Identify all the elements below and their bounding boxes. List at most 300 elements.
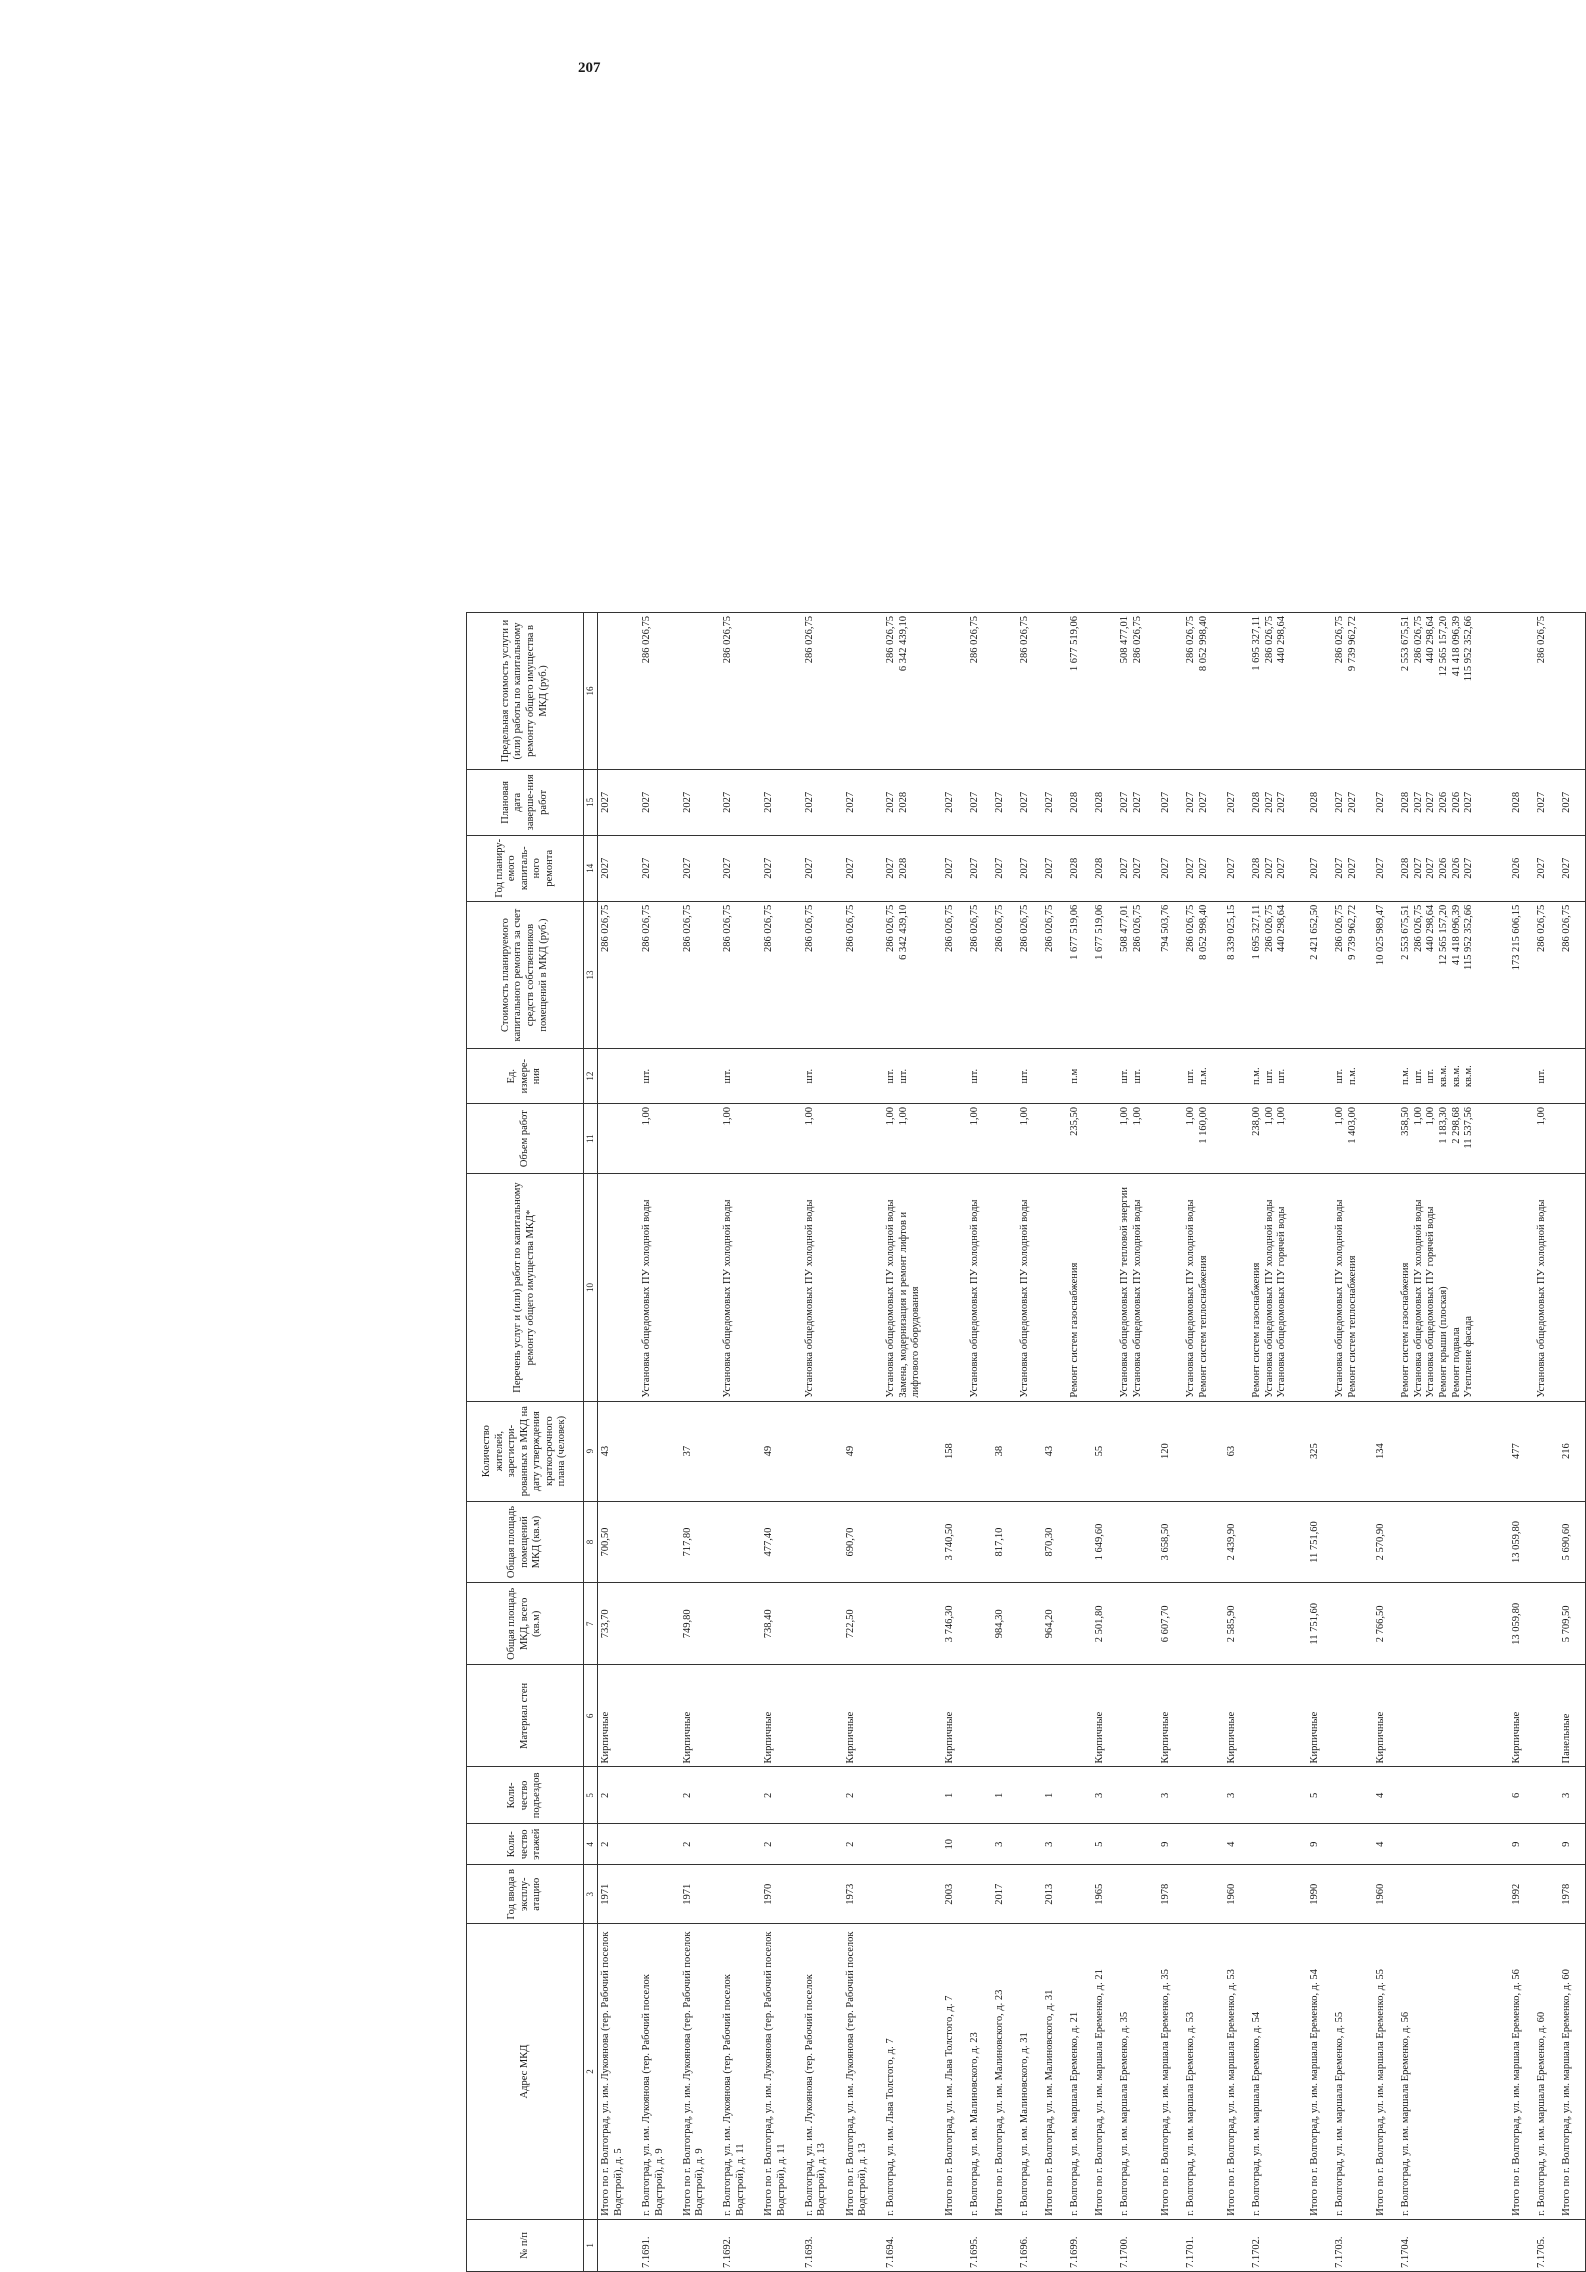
cell-col-1	[598, 2219, 639, 2271]
cell-col-1	[942, 2219, 967, 2271]
cell-col-12	[992, 1049, 1017, 1104]
cell-col-16	[598, 613, 639, 770]
cell-col-11	[598, 1103, 639, 1173]
cell-col-1: 7.1704.	[1398, 2219, 1509, 2271]
cell-col-5	[1117, 1767, 1158, 1824]
cell-col-7: 2 585,90	[1224, 1583, 1249, 1665]
table-row	[1249, 613, 1307, 2272]
cell-col-8	[1183, 1501, 1224, 1583]
table-row	[1509, 613, 1534, 2272]
cell-col-13: 1 695 327,11 286 026,75 440 298,64	[1249, 901, 1307, 1049]
cell-col-16: 1 695 327,11 286 026,75 440 298,64	[1249, 613, 1307, 770]
cell-col-10	[680, 1174, 721, 1401]
cell-col-7: 964,20	[1042, 1583, 1067, 1665]
cell-col-7	[1183, 1583, 1224, 1665]
cell-col-14: 2027	[1373, 835, 1398, 901]
cell-col-13: 794 503,76	[1158, 901, 1183, 1049]
table-row	[1117, 613, 1158, 2272]
cell-col-10: Установка общедомовых ПУ холодной воды	[720, 1174, 761, 1401]
cell-col-6	[967, 1665, 992, 1767]
cell-col-14: 2028 2027 2027	[1249, 835, 1307, 901]
cell-col-15: 2027	[1373, 769, 1398, 835]
cell-col-13: 2 553 675,51 286 026,75 440 298,64 12 565 157,20 41 418 096,39 115 952 352,66	[1398, 901, 1509, 1049]
cell-col-3: 1973	[843, 1865, 884, 1924]
table-row	[992, 613, 1017, 2272]
cell-col-13: 286 026,75	[761, 901, 802, 1049]
cell-col-15: 2027	[1017, 769, 1042, 835]
column-header: Общая площадь МКД, всего (кв.м)	[467, 1583, 584, 1665]
cell-col-9: 134	[1373, 1401, 1398, 1501]
cell-col-15: 2027	[639, 769, 680, 835]
cell-col-8	[1332, 1501, 1373, 1583]
cell-col-12	[1509, 1049, 1534, 1104]
cell-col-4: 2	[598, 1824, 639, 1865]
cell-col-14: 2027	[1224, 835, 1249, 901]
cell-col-5: 1	[1042, 1767, 1067, 1824]
cell-col-11	[1559, 1103, 1585, 1173]
cell-col-9: 120	[1158, 1401, 1183, 1501]
cell-col-14: 2027	[761, 835, 802, 901]
cell-col-14: 2027	[1017, 835, 1042, 901]
cell-col-2: г. Волгоград, ул. им. Лукоянова (тер. Рабочий поселок Водстрой), д. 13	[802, 1924, 843, 2219]
cell-col-11	[1158, 1103, 1183, 1173]
cell-col-4: 2	[843, 1824, 884, 1865]
cell-col-11	[843, 1103, 884, 1173]
column-header: Коли-чество подъездов	[467, 1767, 584, 1824]
cell-col-13: 286 026,75	[1559, 901, 1585, 1049]
cell-col-14: 2027	[992, 835, 1017, 901]
cell-col-1: 7.1700.	[1117, 2219, 1158, 2271]
cell-col-13: 286 026,75 8 052 998,40	[1183, 901, 1224, 1049]
cell-col-15: 2027	[1559, 769, 1585, 835]
cell-col-7: 2 766,50	[1373, 1583, 1398, 1665]
cell-col-7	[1332, 1583, 1373, 1665]
cell-col-15: 2027	[1224, 769, 1249, 835]
cell-col-6	[992, 1665, 1017, 1767]
cell-col-11: 235,50	[1067, 1103, 1092, 1173]
cell-col-15: 2027 2027	[1183, 769, 1224, 835]
cell-col-16	[942, 613, 967, 770]
cell-col-8: 817,10	[992, 1501, 1017, 1583]
cell-col-4	[1249, 1824, 1307, 1865]
cell-col-13: 286 026,75	[843, 901, 884, 1049]
cell-col-1	[1509, 2219, 1534, 2271]
cell-col-3: 2013	[1042, 1865, 1067, 1924]
cell-col-2: г. Волгоград, ул. им. маршала Еременко, д. 60	[1534, 1924, 1559, 2219]
column-header: Год планиру-емого капиталь-ного ремонта	[467, 835, 584, 901]
cell-col-9: 38	[992, 1401, 1017, 1501]
table-row	[967, 613, 992, 2272]
cell-col-12	[843, 1049, 884, 1104]
cell-col-16	[1559, 613, 1585, 770]
cell-col-14: 2027	[802, 835, 843, 901]
cell-col-16	[1092, 613, 1117, 770]
column-number: 6	[584, 1665, 598, 1767]
cell-col-14: 2028	[1092, 835, 1117, 901]
cell-col-7: 722,50	[843, 1583, 884, 1665]
cell-col-3: 2017	[992, 1865, 1017, 1924]
cell-col-9	[883, 1401, 941, 1501]
cell-col-16: 286 026,75	[1534, 613, 1559, 770]
cell-col-13: 173 215 606,15	[1509, 901, 1534, 1049]
cell-col-8	[802, 1501, 843, 1583]
cell-col-7	[1249, 1583, 1307, 1665]
cell-col-9	[1183, 1401, 1224, 1501]
column-header: Коли-чество этажей	[467, 1824, 584, 1865]
cell-col-11: 1,00	[639, 1103, 680, 1173]
cell-col-3: 1990	[1307, 1865, 1332, 1924]
cell-col-5	[1398, 1767, 1509, 1824]
table-row	[1092, 613, 1117, 2272]
cell-col-3	[883, 1865, 941, 1924]
cell-col-2: Итого по г. Волгоград, ул. им. маршала Еременко, д. 35	[1158, 1924, 1183, 2219]
column-number: 13	[584, 901, 598, 1049]
cell-col-9: 49	[843, 1401, 884, 1501]
cell-col-7	[1017, 1583, 1042, 1665]
column-header: Предельная стоимость услуги и (или) работы по капитальному ремонту общего имущества в МКД (руб.)	[467, 613, 584, 770]
cell-col-4: 5	[1092, 1824, 1117, 1865]
cell-col-5: 2	[843, 1767, 884, 1824]
cell-col-10: Установка общедомовых ПУ холодной воды Ремонт систем теплоснабжения	[1332, 1174, 1373, 1401]
cell-col-4: 9	[1307, 1824, 1332, 1865]
cell-col-14: 2027	[1158, 835, 1183, 901]
cell-col-1	[1373, 2219, 1398, 2271]
column-header: Ед. измере-ния	[467, 1049, 584, 1104]
cell-col-8	[1117, 1501, 1158, 1583]
cell-col-10	[1559, 1174, 1585, 1401]
cell-col-7: 733,70	[598, 1583, 639, 1665]
cell-col-10: Установка общедомовых ПУ холодной воды Ремонт систем теплоснабжения	[1183, 1174, 1224, 1401]
cell-col-7: 13 059,80	[1509, 1583, 1534, 1665]
cell-col-14: 2026	[1509, 835, 1534, 901]
cell-col-11: 1,00	[720, 1103, 761, 1173]
cell-col-3	[1249, 1865, 1307, 1924]
cell-col-1	[1559, 2219, 1585, 2271]
cell-col-8: 3 740,50	[942, 1501, 967, 1583]
cell-col-13: 286 026,75	[1534, 901, 1559, 1049]
cell-col-15: 2028 2027 2027 2026 2026 2027	[1398, 769, 1509, 835]
cell-col-2: Итого по г. Волгоград, ул. им. Лукоянова (тер. Рабочий поселок Водстрой), д. 11	[761, 1924, 802, 2219]
cell-col-16	[1373, 613, 1398, 770]
cell-col-5: 5	[1307, 1767, 1332, 1824]
cell-col-6: Кирпичные	[1092, 1665, 1117, 1767]
cell-col-8	[1398, 1501, 1509, 1583]
cell-col-1: 7.1702.	[1249, 2219, 1307, 2271]
cell-col-8: 1 649,60	[1092, 1501, 1117, 1583]
cell-col-11: 238,00 1,00 1,00	[1249, 1103, 1307, 1173]
cell-col-5: 3	[1092, 1767, 1117, 1824]
cell-col-5	[1067, 1767, 1092, 1824]
cell-col-7	[967, 1583, 992, 1665]
cell-col-16: 286 026,75	[720, 613, 761, 770]
cell-col-5	[883, 1767, 941, 1824]
cell-col-4	[883, 1824, 941, 1865]
cell-col-2: Итого по г. Волгоград, ул. им. Лукоянова (тер. Рабочий поселок Водстрой), д. 5	[598, 1924, 639, 2219]
cell-col-8	[967, 1501, 992, 1583]
table-row	[1534, 613, 1559, 2272]
cell-col-8	[639, 1501, 680, 1583]
cell-col-7	[883, 1583, 941, 1665]
cell-col-16	[843, 613, 884, 770]
cell-col-2: г. Волгоград, ул. им. Лукоянова (тер. Рабочий поселок Водстрой), д. 9	[639, 1924, 680, 2219]
cell-col-13: 286 026,75 9 739 962,72	[1332, 901, 1373, 1049]
cell-col-9: 158	[942, 1401, 967, 1501]
cell-col-9	[802, 1401, 843, 1501]
cell-col-14: 2028	[1067, 835, 1092, 901]
cell-col-6	[639, 1665, 680, 1767]
cell-col-11	[1092, 1103, 1117, 1173]
cell-col-3: 2003	[942, 1865, 967, 1924]
column-header: Адрес МКД	[467, 1924, 584, 2219]
cell-col-4	[1398, 1824, 1509, 1865]
table-row	[883, 613, 941, 2272]
cell-col-3	[1534, 1865, 1559, 1924]
cell-col-14: 2027	[967, 835, 992, 901]
cell-col-13: 2 421 652,50	[1307, 901, 1332, 1049]
rotated-page	[466, 612, 1586, 2272]
cell-col-4: 2	[680, 1824, 721, 1865]
cell-col-3: 1971	[680, 1865, 721, 1924]
cell-col-9	[967, 1401, 992, 1501]
cell-col-14: 2027	[1559, 835, 1585, 901]
cell-col-1: 7.1703.	[1332, 2219, 1373, 2271]
capital-repair-table	[466, 612, 1586, 2272]
cell-col-10: Установка общедомовых ПУ холодной воды	[1017, 1174, 1042, 1401]
cell-col-8: 13 059,80	[1509, 1501, 1534, 1583]
column-header: Год ввода в эксплу-атацию	[467, 1865, 584, 1924]
cell-col-6	[1117, 1665, 1158, 1767]
cell-col-16	[1509, 613, 1534, 770]
cell-col-9: 55	[1092, 1401, 1117, 1501]
cell-col-11	[1373, 1103, 1398, 1173]
cell-col-10: Установка общедомовых ПУ холодной воды	[1534, 1174, 1559, 1401]
cell-col-4	[1332, 1824, 1373, 1865]
cell-col-3: 1965	[1092, 1865, 1117, 1924]
cell-col-3	[639, 1865, 680, 1924]
table-row	[1307, 613, 1332, 2272]
column-number: 16	[584, 613, 598, 770]
cell-col-3: 1978	[1158, 1865, 1183, 1924]
column-header: Общая площадь помещений МКД (кв.м)	[467, 1501, 584, 1583]
column-number-row	[584, 613, 598, 2272]
cell-col-15: 2027	[843, 769, 884, 835]
cell-col-13: 286 026,75	[639, 901, 680, 1049]
cell-col-9: 477	[1509, 1401, 1534, 1501]
cell-col-5	[1332, 1767, 1373, 1824]
cell-col-5: 2	[598, 1767, 639, 1824]
cell-col-9: 325	[1307, 1401, 1332, 1501]
cell-col-1: 7.1691.	[639, 2219, 680, 2271]
cell-col-3	[1183, 1865, 1224, 1924]
cell-col-7: 6 607,70	[1158, 1583, 1183, 1665]
cell-col-6: Кирпичные	[1224, 1665, 1249, 1767]
cell-col-14: 2027 2027	[1332, 835, 1373, 901]
cell-col-1: 7.1705.	[1534, 2219, 1559, 2271]
cell-col-8	[883, 1501, 941, 1583]
cell-col-9	[1249, 1401, 1307, 1501]
cell-col-13: 286 026,75	[967, 901, 992, 1049]
cell-col-14: 2027 2027	[1183, 835, 1224, 901]
cell-col-2: Итого по г. Волгоград, ул. им. Малиновского, д. 23	[992, 1924, 1017, 2219]
cell-col-3: 1971	[598, 1865, 639, 1924]
cell-col-16: 286 026,75	[639, 613, 680, 770]
cell-col-12	[680, 1049, 721, 1104]
cell-col-12	[1373, 1049, 1398, 1104]
cell-col-12	[1559, 1049, 1585, 1104]
cell-col-7: 749,80	[680, 1583, 721, 1665]
cell-col-5	[1534, 1767, 1559, 1824]
cell-col-4	[802, 1824, 843, 1865]
cell-col-11: 1,00 1,00	[1117, 1103, 1158, 1173]
column-header: Материал стен	[467, 1665, 584, 1767]
cell-col-9: 49	[761, 1401, 802, 1501]
cell-col-9	[1332, 1401, 1373, 1501]
cell-col-15: 2027	[1158, 769, 1183, 835]
cell-col-2: г. Волгоград, ул. им. маршала Еременко, д. 35	[1117, 1924, 1158, 2219]
cell-col-9	[1534, 1401, 1559, 1501]
cell-col-3: 1960	[1224, 1865, 1249, 1924]
cell-col-6: Кирпичные	[598, 1665, 639, 1767]
column-header: Перечень услуг и (или) работ по капитальному ремонту общего имущества МКД*	[467, 1174, 584, 1401]
cell-col-2: Итого по г. Волгоград, ул. им. Лукоянова (тер. Рабочий поселок Водстрой), д. 9	[680, 1924, 721, 2219]
cell-col-5: 3	[1158, 1767, 1183, 1824]
cell-col-3	[1332, 1865, 1373, 1924]
cell-col-3: 1970	[761, 1865, 802, 1924]
cell-col-2: г. Волгоград, ул. им. маршала Еременко, д. 54	[1249, 1924, 1307, 2219]
cell-col-16	[1307, 613, 1332, 770]
cell-col-10: Ремонт систем газоснабжения	[1067, 1174, 1092, 1401]
cell-col-7	[1067, 1583, 1092, 1665]
cell-col-1	[992, 2219, 1017, 2271]
cell-col-1	[1042, 2219, 1067, 2271]
cell-col-16: 1 677 519,06	[1067, 613, 1092, 770]
table-row	[680, 613, 721, 2272]
cell-col-8: 870,30	[1042, 1501, 1067, 1583]
column-number: 9	[584, 1401, 598, 1501]
cell-col-11	[1509, 1103, 1534, 1173]
cell-col-2: Итого по г. Волгоград, ул. им. маршала Еременко, д. 53	[1224, 1924, 1249, 2219]
cell-col-15: 2028	[1307, 769, 1332, 835]
cell-col-10	[843, 1174, 884, 1401]
cell-col-14: 2027 2028	[883, 835, 941, 901]
cell-col-15: 2027	[992, 769, 1017, 835]
cell-col-4	[1017, 1824, 1042, 1865]
cell-col-10	[942, 1174, 967, 1401]
cell-col-5: 2	[680, 1767, 721, 1824]
column-number: 7	[584, 1583, 598, 1665]
cell-col-5	[1017, 1767, 1042, 1824]
table-row	[942, 613, 967, 2272]
cell-col-10	[1224, 1174, 1249, 1401]
cell-col-4: 10	[942, 1824, 967, 1865]
table-row	[1067, 613, 1092, 2272]
cell-col-13: 508 477,01 286 026,75	[1117, 901, 1158, 1049]
cell-col-14: 2027	[1307, 835, 1332, 901]
cell-col-10	[1092, 1174, 1117, 1401]
cell-col-10: Установка общедомовых ПУ холодной воды	[639, 1174, 680, 1401]
cell-col-3	[802, 1865, 843, 1924]
cell-col-11	[680, 1103, 721, 1173]
cell-col-5: 2	[761, 1767, 802, 1824]
cell-col-9	[1017, 1401, 1042, 1501]
cell-col-2: Итого по г. Волгоград, ул. им. Льва Толстого, д. 7	[942, 1924, 967, 2219]
cell-col-12	[1307, 1049, 1332, 1104]
cell-col-13: 286 026,75	[598, 901, 639, 1049]
cell-col-16	[1224, 613, 1249, 770]
cell-col-12	[1042, 1049, 1067, 1104]
table-row	[761, 613, 802, 2272]
cell-col-14: 2027	[639, 835, 680, 901]
cell-col-2: г. Волгоград, ул. им. Лукоянова (тер. Рабочий поселок Водстрой), д. 11	[720, 1924, 761, 2219]
cell-col-14: 2027 2027	[1117, 835, 1158, 901]
cell-col-3: 1992	[1509, 1865, 1534, 1924]
cell-col-5: 3	[1559, 1767, 1585, 1824]
cell-col-2: Итого по г. Волгоград, ул. им. маршала Еременко, д. 56	[1509, 1924, 1534, 2219]
cell-col-8	[720, 1501, 761, 1583]
cell-col-9: 37	[680, 1401, 721, 1501]
cell-col-10: Установка общедомовых ПУ холодной воды Замена, модернизация и ремонт лифтов и лифтового оборудования	[883, 1174, 941, 1401]
cell-col-4	[1067, 1824, 1092, 1865]
cell-col-16	[1042, 613, 1067, 770]
cell-col-12: шт.	[1534, 1049, 1559, 1104]
cell-col-2: г. Волгоград, ул. им. маршала Еременко, д. 21	[1067, 1924, 1092, 2219]
cell-col-13: 286 026,75	[992, 901, 1017, 1049]
cell-col-6: Кирпичные	[761, 1665, 802, 1767]
cell-col-3	[1017, 1865, 1042, 1924]
cell-col-4	[967, 1824, 992, 1865]
cell-col-6: Кирпичные	[1509, 1665, 1534, 1767]
cell-col-6	[1398, 1665, 1509, 1767]
cell-col-1: 7.1695.	[967, 2219, 992, 2271]
cell-col-5: 1	[992, 1767, 1017, 1824]
table-row	[720, 613, 761, 2272]
cell-col-9	[1398, 1401, 1509, 1501]
column-header: № п/п	[467, 2219, 584, 2271]
column-number: 5	[584, 1767, 598, 1824]
cell-col-11: 1,00	[802, 1103, 843, 1173]
cell-col-1	[1158, 2219, 1183, 2271]
cell-col-1	[1307, 2219, 1332, 2271]
cell-col-13: 8 339 025,15	[1224, 901, 1249, 1049]
cell-col-13: 286 026,75	[802, 901, 843, 1049]
cell-col-3	[1117, 1865, 1158, 1924]
cell-col-8: 5 690,60	[1559, 1501, 1585, 1583]
cell-col-3	[967, 1865, 992, 1924]
cell-col-6	[720, 1665, 761, 1767]
cell-col-1	[1092, 2219, 1117, 2271]
cell-col-8: 700,50	[598, 1501, 639, 1583]
column-number: 3	[584, 1865, 598, 1924]
table-row	[1158, 613, 1183, 2272]
column-number: 4	[584, 1824, 598, 1865]
cell-col-6	[883, 1665, 941, 1767]
cell-col-1	[761, 2219, 802, 2271]
cell-col-12	[761, 1049, 802, 1104]
cell-col-15: 2028 2027 2027	[1249, 769, 1307, 835]
cell-col-13: 10 025 989,47	[1373, 901, 1398, 1049]
table-row	[843, 613, 884, 2272]
cell-col-15: 2027	[1042, 769, 1067, 835]
cell-col-12: шт.	[802, 1049, 843, 1104]
cell-col-15: 2027	[680, 769, 721, 835]
cell-col-14: 2027	[843, 835, 884, 901]
cell-col-1: 7.1694.	[883, 2219, 941, 2271]
cell-col-3: 1978	[1559, 1865, 1585, 1924]
cell-col-16: 286 026,75 8 052 998,40	[1183, 613, 1224, 770]
header-row	[467, 613, 584, 2272]
cell-col-16	[680, 613, 721, 770]
cell-col-10	[598, 1174, 639, 1401]
